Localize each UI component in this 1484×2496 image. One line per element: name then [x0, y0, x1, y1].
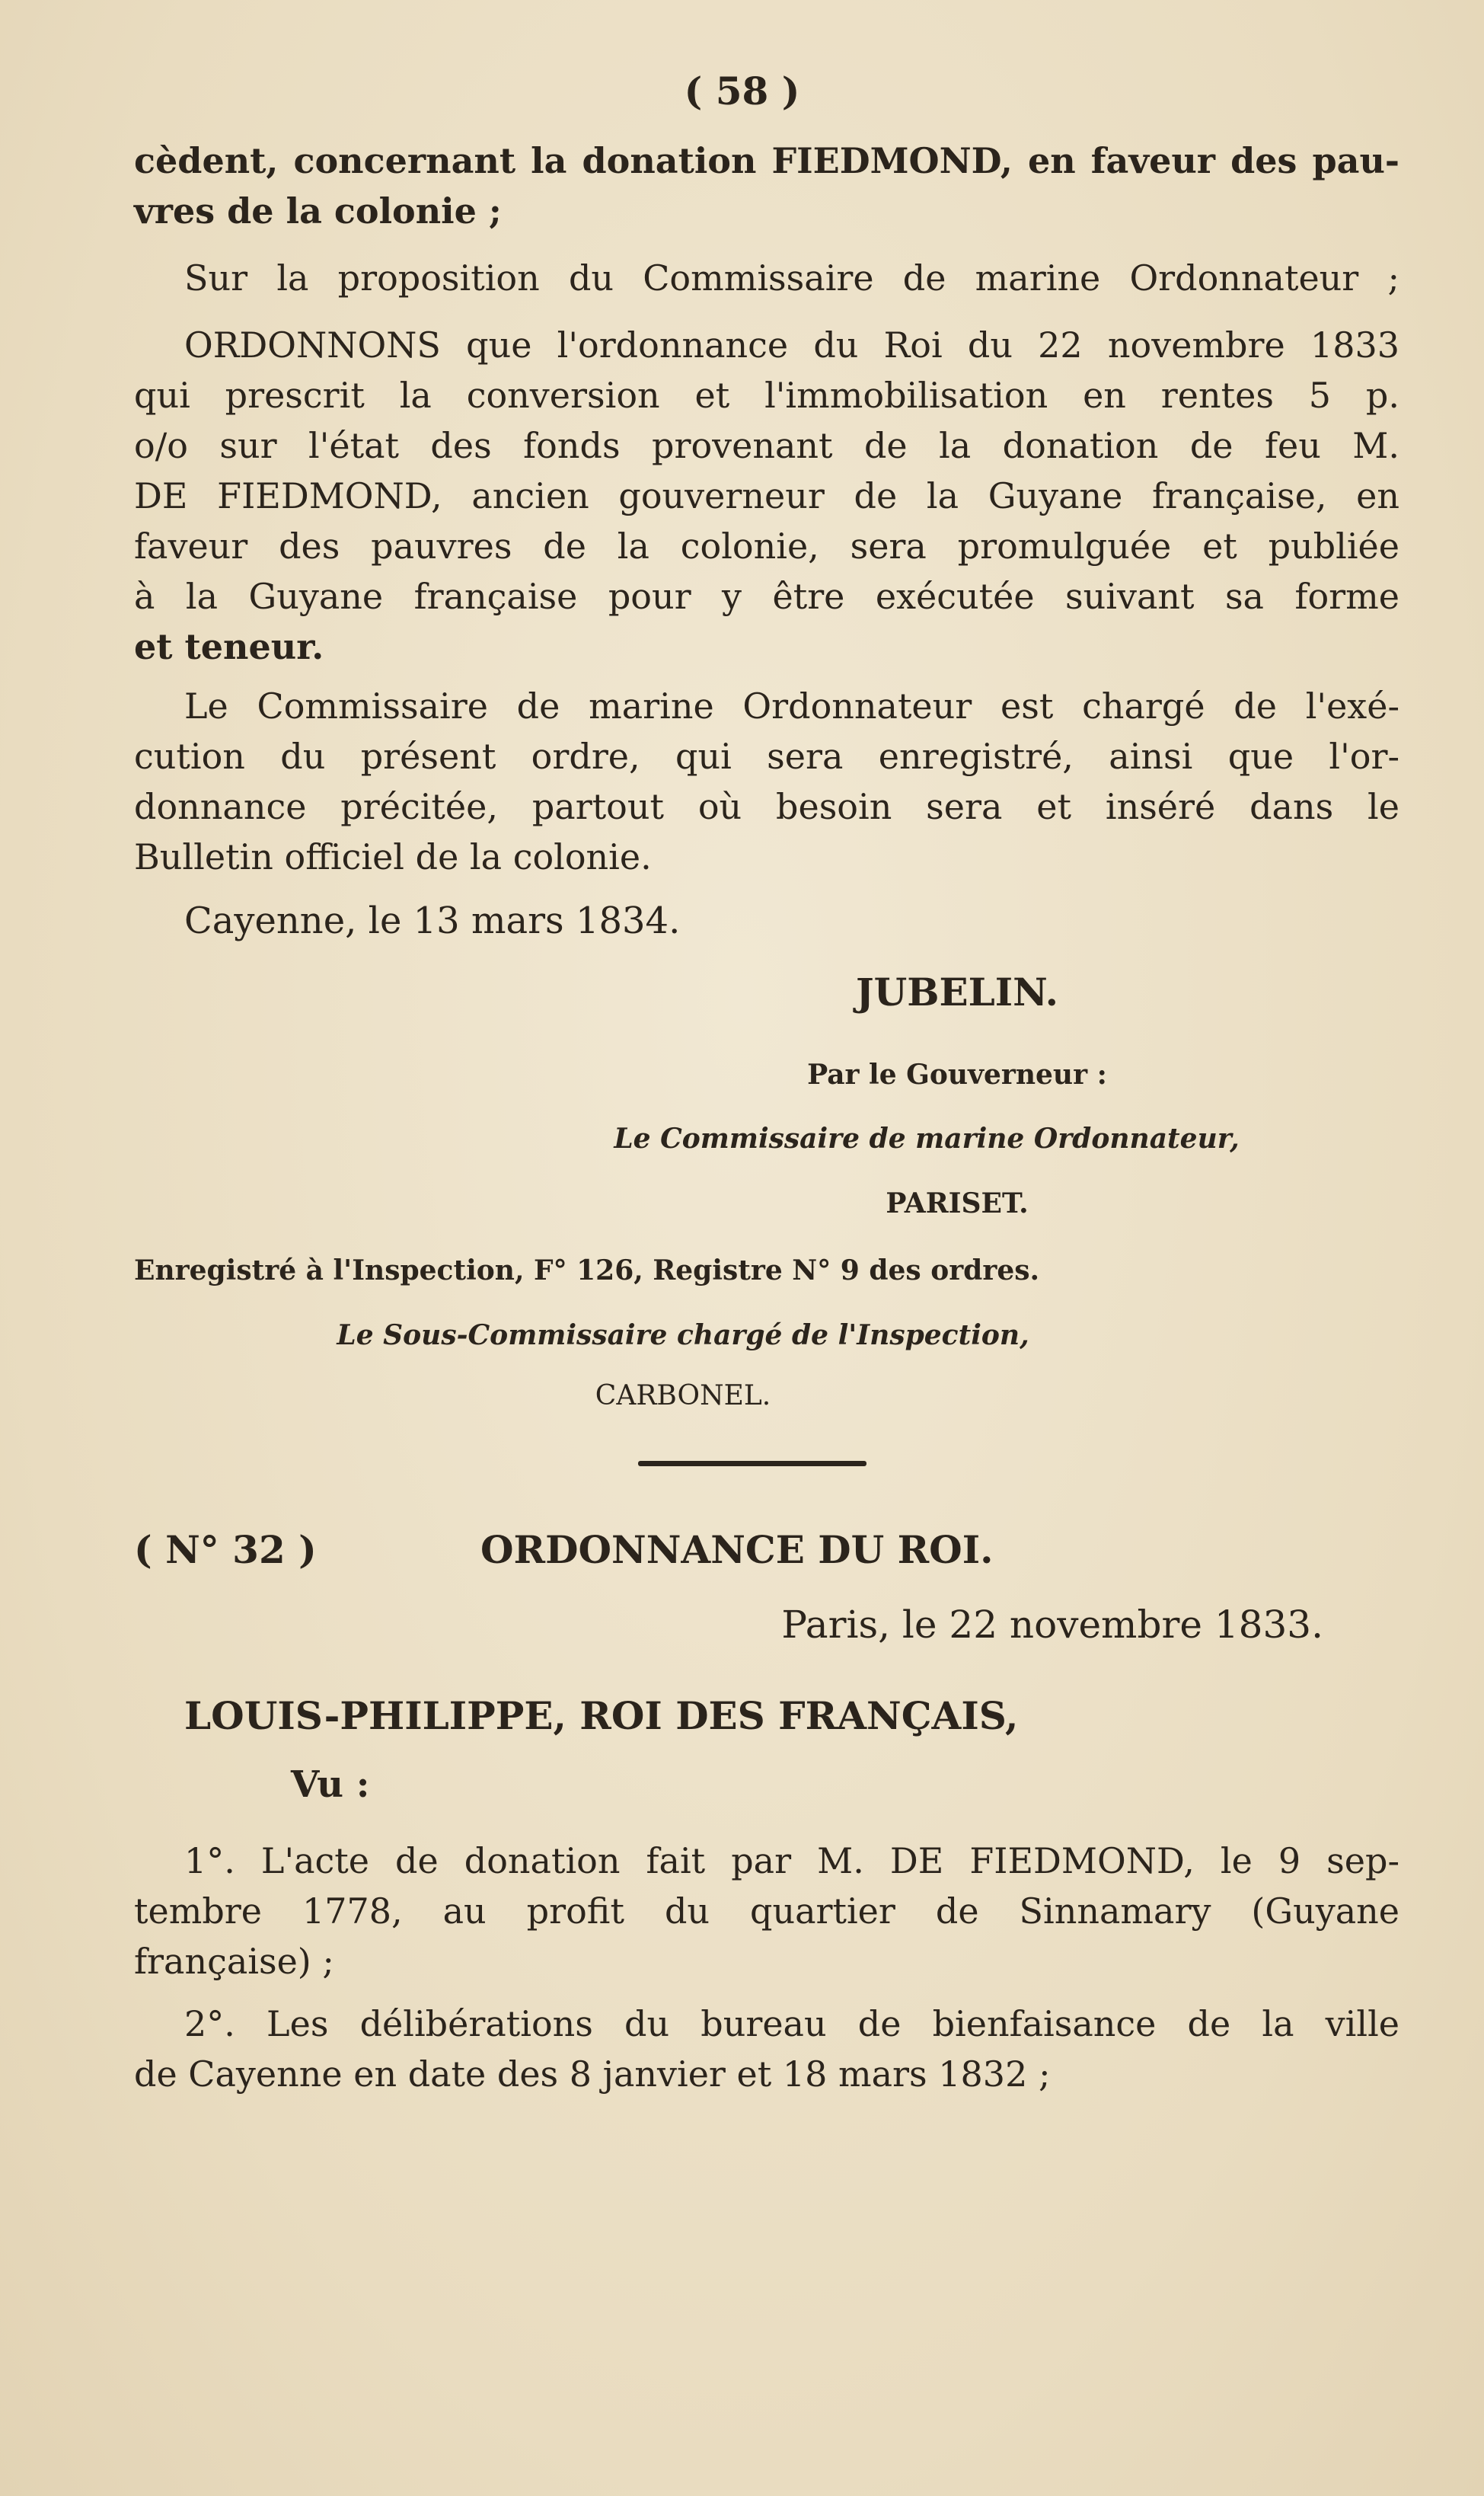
para2: Sur la proposition du Commissaire de marine Ordonnateur ;: [184, 257, 1399, 299]
item1-line1: 1°. L'acte de donation fait par M. DE FIEDMOND, le 9 sep-: [184, 1840, 1399, 1881]
item1-line3: française) ;: [134, 1941, 334, 1982]
ordonnance-date: Paris, le 22 novembre 1833.: [781, 1603, 1323, 1647]
para3-line7: et teneur.: [134, 626, 324, 667]
para1-line2: vres de la colonie ;: [134, 190, 502, 232]
section-divider: [638, 1461, 866, 1466]
para4-line1: Le Commissaire de marine Ordonnateur est chargé de l'exé-: [184, 686, 1399, 727]
item1-line2: tembre 1778, au profit du quartier de Sinnamary (Guyane: [134, 1890, 1399, 1932]
para3-line5: faveur des pauvres de la colonie, sera promulguée et publiée: [134, 526, 1399, 567]
enregistre-line: Enregistré à l'Inspection, F° 126, Registre N° 9 des ordres.: [134, 1254, 1040, 1286]
para1-line1: cèdent, concernant la donation FIEDMOND, en faveur des pau-: [134, 140, 1399, 181]
ordonnance-title: ORDONNANCE DU ROI.: [480, 1527, 994, 1572]
para4-line3: donnance précitée, partout où besoin sera et inséré dans le: [134, 786, 1399, 827]
commissaire-title: Le Commissaire de marine Ordonnateur,: [614, 1123, 1240, 1155]
page-number: ( 58 ): [684, 69, 800, 113]
para3-line6: à la Guyane française pour y être exécutée suivant sa forme: [134, 576, 1399, 617]
para3-line3: o/o sur l'état des fonds provenant de la donation de feu M.: [134, 425, 1399, 466]
para3-line2: qui prescrit la conversion et l'immobilisation en rentes 5 p.: [134, 375, 1399, 416]
ordonnance-vu: Vu :: [291, 1763, 370, 1806]
para3-line1: ORDONNONS que l'ordonnance du Roi du 22 novembre 1833: [184, 324, 1399, 366]
ordonnance-number: ( N° 32 ): [134, 1527, 317, 1572]
para4-line4: Bulletin officiel de la colonie.: [134, 836, 652, 877]
item2-line2: de Cayenne en date des 8 janvier et 18 mars 1832 ;: [134, 2053, 1051, 2095]
commissaire-name: PARISET.: [886, 1187, 1029, 1219]
sous-commissaire-name: CARBONEL.: [595, 1380, 771, 1411]
para4-line2: cution du présent ordre, qui sera enregistré, ainsi que l'or-: [134, 736, 1399, 777]
ordonnance-king: LOUIS-PHILIPPE, ROI DES FRANÇAIS,: [184, 1693, 1019, 1738]
para3-line4: DE FIEDMOND, ancien gouverneur de la Guyane française, en: [134, 475, 1399, 516]
sous-commissaire-title: Le Sous-Commissaire chargé de l'Inspection,: [337, 1319, 1029, 1351]
item2-line1: 2°. Les délibérations du bureau de bienfaisance de la ville: [184, 2003, 1399, 2044]
par-le-gouverneur: Par le Gouverneur :: [807, 1059, 1107, 1091]
date-line: Cayenne, le 13 mars 1834.: [184, 900, 681, 942]
signature-jubelin: JUBELIN.: [855, 970, 1059, 1015]
